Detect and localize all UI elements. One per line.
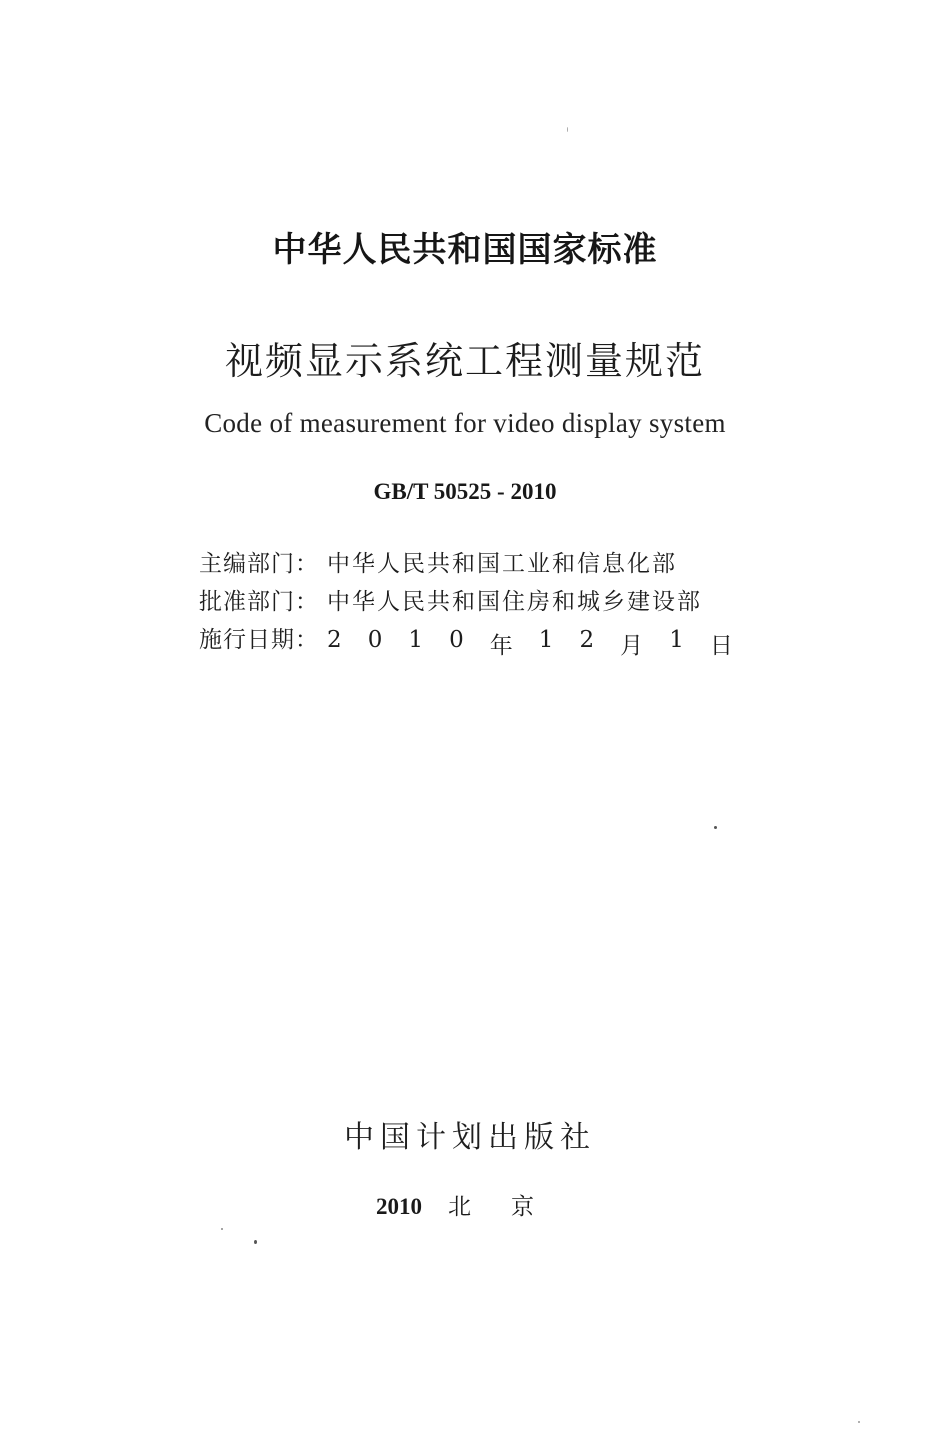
date-char: 2 (579, 627, 595, 653)
date-char: 0 (449, 627, 464, 653)
effective-date-value (327, 627, 739, 660)
document-title-chinese: 视频显示系统工程测量规范 (224, 339, 705, 383)
document-title-english: Code of measurement for video display system (204, 408, 726, 438)
standard-info-block (199, 545, 739, 659)
editor-value: 中华人民共和国工业和信息化部 (327, 551, 677, 577)
effective-date-row (199, 621, 739, 659)
effective-date-label: 施行日期： (199, 627, 319, 653)
date-char: 1 (408, 627, 424, 653)
scan-speck (221, 1228, 223, 1230)
approver-label: 批准部门： (199, 589, 319, 615)
date-char: 日 (709, 633, 733, 659)
editor-label: 主编部门： (199, 551, 319, 577)
approver-value: 中华人民共和国住房和城乡建设部 (327, 589, 702, 615)
national-standard-heading: 中华人民共和国国家标准 (272, 230, 658, 270)
scan-speck (254, 1240, 257, 1244)
publication-year: 2010 (376, 1194, 422, 1219)
scan-speck (714, 826, 717, 829)
scan-speck (567, 127, 568, 132)
publisher-name: 中国计划出版社 (344, 1120, 596, 1155)
date-char: 1 (538, 627, 554, 653)
publication-city: 北京 (448, 1194, 574, 1220)
standard-number: GB/T 50525 - 2010 (373, 479, 557, 504)
date-char: 年 (489, 633, 513, 659)
date-char: 2 (327, 627, 342, 653)
approver-row (199, 583, 739, 621)
date-char: 0 (367, 627, 383, 653)
date-char: 1 (669, 627, 684, 653)
editor-row (199, 545, 739, 583)
scan-speck (858, 1421, 860, 1423)
publication-place (376, 1188, 574, 1221)
date-char: 月 (620, 633, 644, 659)
